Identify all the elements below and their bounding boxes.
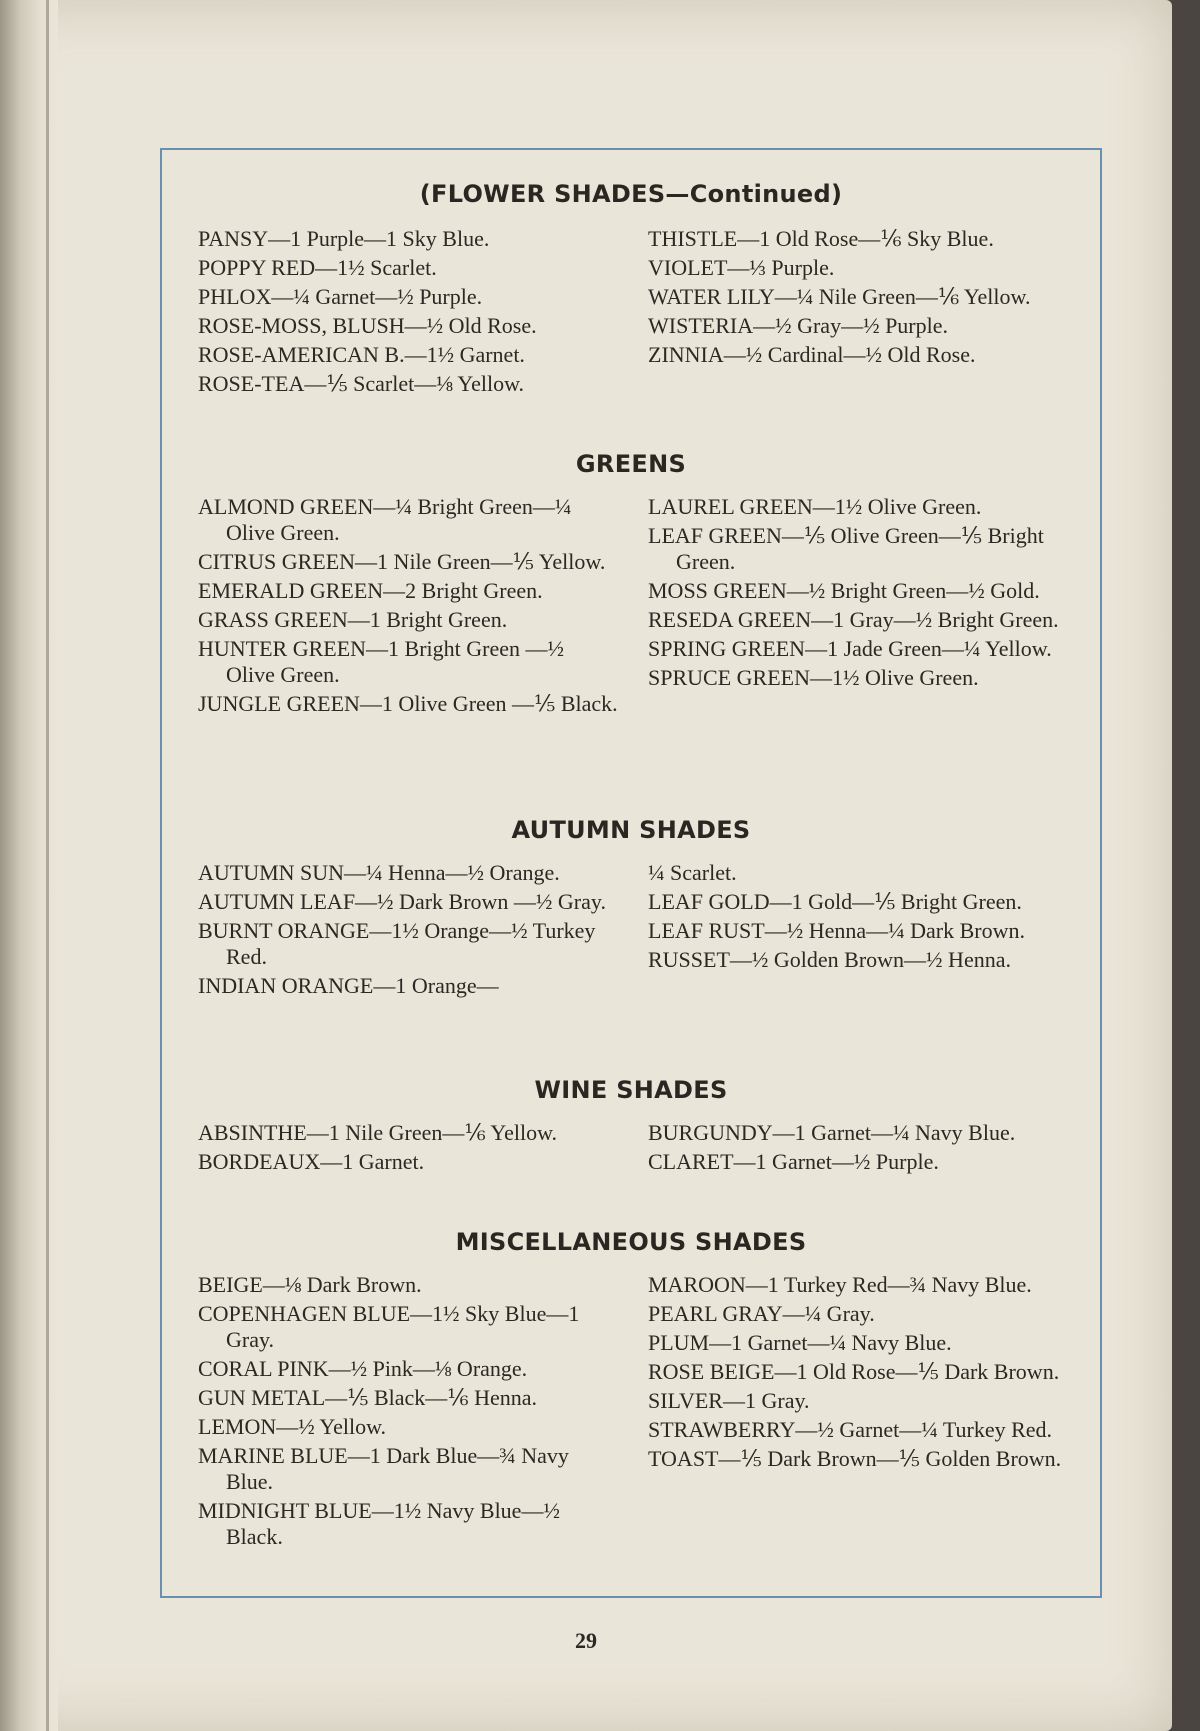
shade-entry: ZINNIA—½ Cardinal—½ Old Rose. (648, 342, 976, 367)
shade-entry: LEAF RUST—½ Henna—¼ Dark Brown. (648, 918, 1026, 943)
shade-entry: INDIAN ORANGE—1 Orange— (198, 973, 499, 998)
page-number: 29 (575, 1628, 597, 1653)
wine-shades-right-column (648, 1120, 1068, 1178)
section-title-miscellaneous-shades: MISCELLANEOUS SHADES (455, 1228, 807, 1256)
shade-entry: VIOLET—⅓ Purple. (648, 255, 835, 280)
shade-entry: LEAF GOLD—1 Gold—⅕ Bright Green. (648, 889, 1022, 914)
shade-entry: MOSS GREEN—½ Bright Green—½ Gold. (648, 578, 1040, 603)
shade-entry: CITRUS GREEN—1 Nile Green—⅕ Yellow. (198, 549, 606, 574)
shade-entry: ROSE BEIGE—1 Old Rose—⅕ Dark Brown. (648, 1359, 1060, 1384)
shade-entry: MIDNIGHT BLUE—1½ Navy Blue—½ Black. (198, 1498, 560, 1549)
shade-entry: AUTUMN SUN—¼ Henna—½ Orange. (198, 860, 560, 885)
shade-entry: HUNTER GREEN—1 Bright Green —½ Olive Green. (198, 636, 565, 687)
shade-entry: THISTLE—1 Old Rose—⅙ Sky Blue. (648, 226, 994, 251)
shade-entry: ROSE-AMERICAN B.—1½ Garnet. (198, 342, 525, 367)
shade-entry: ROSE-MOSS, BLUSH—½ Old Rose. (198, 313, 537, 338)
shade-entry: LAUREL GREEN—1½ Olive Green. (648, 494, 982, 519)
section-title-autumn-shades: AUTUMN SHADES (511, 816, 751, 844)
shade-entry: JUNGLE GREEN—1 Olive Green —⅕ Black. (198, 691, 618, 716)
shade-entry: PANSY—1 Purple—1 Sky Blue. (198, 226, 490, 251)
shade-entry: LEMON—½ Yellow. (198, 1414, 387, 1439)
shade-entry: ¼ Scarlet. (648, 860, 737, 885)
shade-entry: MAROON—1 Turkey Red—¾ Navy Blue. (648, 1272, 1032, 1297)
shade-entry: EMERALD GREEN—2 Bright Green. (198, 578, 543, 603)
shade-entry: SPRUCE GREEN—1½ Olive Green. (648, 665, 979, 690)
shade-entry: TOAST—⅕ Dark Brown—⅕ Golden Brown. (648, 1446, 1062, 1471)
section-title-greens: GREENS (575, 450, 687, 478)
shade-entry: SPRING GREEN—1 Jade Green—¼ Yellow. (648, 636, 1052, 661)
shade-entry: RUSSET—½ Golden Brown—½ Henna. (648, 947, 1011, 972)
book-spine (46, 0, 49, 1731)
shade-entry: PEARL GRAY—¼ Gray. (648, 1301, 875, 1326)
content-frame (160, 148, 1102, 1598)
miscellaneous-shades-left-column (198, 1272, 618, 1553)
shade-entry: GRASS GREEN—1 Bright Green. (198, 607, 508, 632)
shade-entry: ABSINTHE—1 Nile Green—⅙ Yellow. (198, 1120, 558, 1145)
shade-entry: WISTERIA—½ Gray—½ Purple. (648, 313, 949, 338)
shade-entry: ALMOND GREEN—¼ Bright Green—¼ Olive Green. (198, 494, 572, 545)
shade-entry: POPPY RED—1½ Scarlet. (198, 255, 437, 280)
wine-shades-left-column (198, 1120, 618, 1178)
shade-entry: PHLOX—¼ Garnet—½ Purple. (198, 284, 483, 309)
shade-entry: COPENHAGEN BLUE—1½ Sky Blue—1 Gray. (198, 1301, 580, 1352)
shade-entry: WATER LILY—¼ Nile Green—⅙ Yellow. (648, 284, 1031, 309)
shade-entry: BORDEAUX—1 Garnet. (198, 1149, 425, 1174)
shade-entry: ROSE-TEA—⅕ Scarlet—⅛ Yellow. (198, 371, 525, 396)
section-title-wine-shades: WINE SHADES (534, 1076, 728, 1104)
flower-shades-right-column (648, 226, 1068, 371)
shade-entry: STRAWBERRY—½ Garnet—¼ Turkey Red. (648, 1417, 1053, 1442)
shade-entry: CORAL PINK—½ Pink—⅛ Orange. (198, 1356, 528, 1381)
flower-shades-left-column (198, 226, 618, 400)
shade-entry: CLARET—1 Garnet—½ Purple. (648, 1149, 939, 1174)
section-title-flower-shades: (FLOWER SHADES—Continued) (419, 180, 843, 208)
shade-entry: BURNT ORANGE—1½ Orange—½ Turkey Red. (198, 918, 596, 969)
page-gutter (0, 0, 58, 1731)
greens-left-column (198, 494, 618, 720)
miscellaneous-shades-right-column (648, 1272, 1068, 1475)
shade-entry: AUTUMN LEAF—½ Dark Brown —½ Gray. (198, 889, 606, 914)
autumn-shades-right-column (648, 860, 1068, 976)
greens-right-column (648, 494, 1068, 694)
shade-entry: GUN METAL—⅕ Black—⅙ Henna. (198, 1385, 538, 1410)
shade-entry: BURGUNDY—1 Garnet—¼ Navy Blue. (648, 1120, 1016, 1145)
autumn-shades-left-column (198, 860, 618, 1002)
shade-entry: LEAF GREEN—⅕ Olive Green—⅕ Bright Green. (648, 523, 1044, 574)
shade-entry: SILVER—1 Gray. (648, 1388, 810, 1413)
shade-entry: RESEDA GREEN—1 Gray—½ Bright Green. (648, 607, 1059, 632)
shade-entry: BEIGE—⅛ Dark Brown. (198, 1272, 422, 1297)
shade-entry: PLUM—1 Garnet—¼ Navy Blue. (648, 1330, 952, 1355)
shade-entry: MARINE BLUE—1 Dark Blue—¾ Navy Blue. (198, 1443, 569, 1494)
